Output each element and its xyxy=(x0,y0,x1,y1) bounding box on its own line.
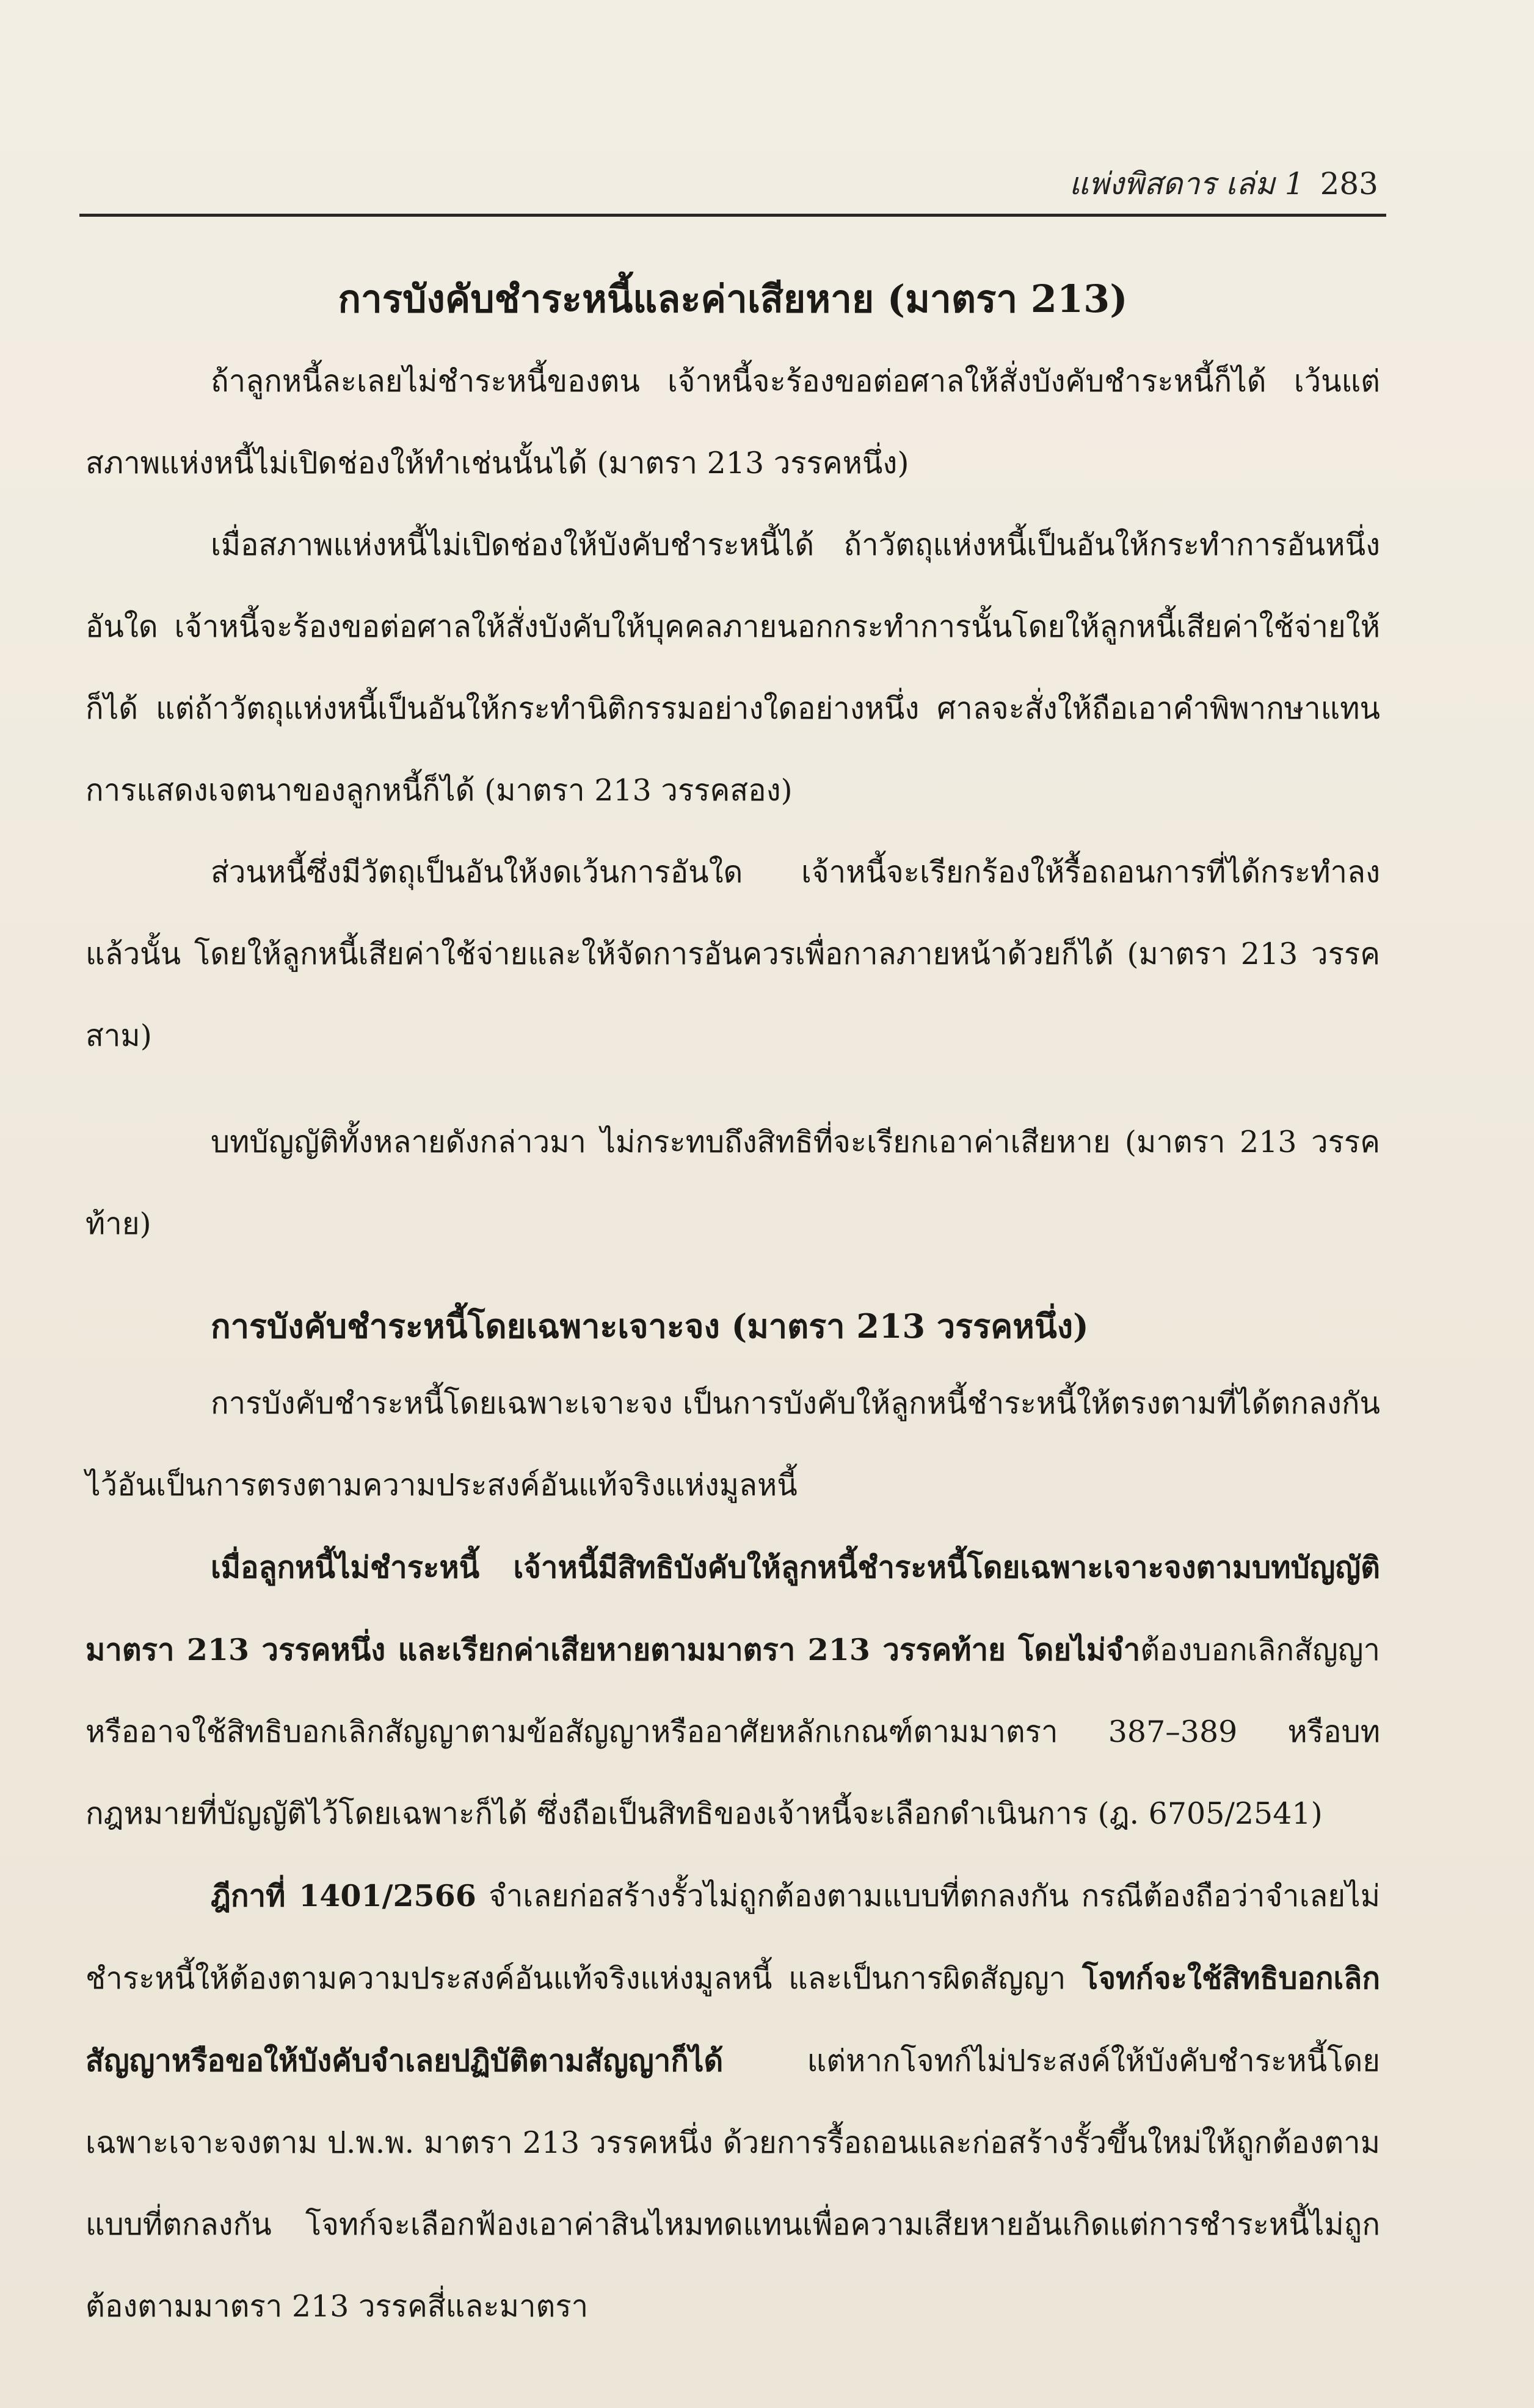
paragraph-5: การบังคับชำระหนี้โดยเฉพาะเจาะจง เป็นการบังคับให้ลูกหนี้ชำระหนี้ให้ตรงตามที่ได้ตกลงกันไว้อันเป็นการตรงตามความประสงค์อันแท้จริงแห่งมูลหนี้ xyxy=(85,1386,1380,1503)
page-body xyxy=(85,263,1380,2348)
judgement-paragraph xyxy=(85,1855,1380,2348)
judgement-text-b: แต่หากโจทก์ไม่ประสงค์ให้บังคับชำระหนี้โดยเฉพาะเจาะจงตาม ป.พ.พ. มาตรา 213 วรรคหนึ่ง ด้วยการรื้อถอนและก่อสร้างรั้วขึ้นใหม่ให้ถูกต้องตามแบบที่ตกลงกัน โจทก์จะเลือกฟ้องเอาค่าสินไหมทดแทนเพื่อความเสียหายอันเกิดแต่การชำระหนี้ไม่ถูกต้องตามมาตรา 213 วรรคสี่และมาตรา xyxy=(85,2044,1380,2324)
paragraph-1: ถ้าลูกหนี้ละเลยไม่ชำระหนี้ของตน เจ้าหนี้จะร้องขอต่อศาลให้สั่งบังคับชำระหนี้ก็ได้ เว้นแต่สภาพแห่งหนี้ไม่เปิดช่องให้ทำเช่นนั้นได้ (มาตรา 213 วรรคหนึ่ง) xyxy=(85,364,1380,481)
judgement-text-a: จำเลยก่อสร้างรั้วไม่ถูกต้องตามแบบที่ตกลงกัน กรณีต้องถือว่าจำเลยไม่ชำระหนี้ให้ต้องตามความประสงค์อันแท้จริงแห่งมูลหนี้ และเป็นการผิดสัญญา xyxy=(85,1879,1380,1996)
paragraph-6 xyxy=(85,1526,1380,1855)
page-number: 283 xyxy=(1320,166,1378,201)
judgement-text-bold: โจทก์จะใช้สิทธิบอกเลิกสัญญาหรือขอให้บังคับจำเลยปฏิบัติตามสัญญาก็ได้ xyxy=(85,1960,1380,2078)
subsection-title: การบังคับชำระหนี้โดยเฉพาะเจาะจง (มาตรา 213 วรรคหนึ่ง) xyxy=(211,1307,1089,1346)
paragraph-6-bold: เมื่อลูกหนี้ไม่ชำระหนี้ เจ้าหนี้มีสิทธิบังคับให้ลูกหนี้ชำระหนี้โดยเฉพาะเจาะจงตามบทบัญญัติมาตรา 213 วรรคหนึ่ง และเรียกค่าเสียหายตามมาตรา 213 วรรคท้าย โดยไม่จำ xyxy=(85,1550,1380,1667)
book-title: แพ่งพิสดาร เล่ม 1 xyxy=(1069,166,1304,201)
paragraph-6-rest: ต้องบอกเลิกสัญญา หรืออาจใช้สิทธิบอกเลิกสัญญาตามข้อสัญญาหรืออาศัยหลักเกณฑ์ตามมาตรา 387–389 หรือบทกฎหมายที่บัญญัติไว้โดยเฉพาะก็ได้ ซึ่งถือเป็นสิทธิของเจ้าหนี้จะเลือกดำเนินการ (ฎ. 6705/2541) xyxy=(85,1633,1380,1831)
judgement-number: ฎีกาที่ 1401/2566 xyxy=(211,1878,476,1913)
paragraph-3: ส่วนหนี้ซึ่งมีวัตถุเป็นอันให้งดเว้นการอันใด เจ้าหนี้จะเรียกร้องให้รื้อถอนการที่ได้กระทำลงแล้วนั้น โดยให้ลูกหนี้เสียค่าใช้จ่ายและให้จัดการอันควรเพื่อกาลภายหน้าด้วยก็ได้ (มาตรา 213 วรรคสาม) xyxy=(85,855,1380,1053)
paragraph-2: เมื่อสภาพแห่งหนี้ไม่เปิดช่องให้บังคับชำระหนี้ได้ ถ้าวัตถุแห่งหนี้เป็นอันให้กระทำการอันหนึ่งอันใด เจ้าหนี้จะร้องขอต่อศาลให้สั่งบังคับให้บุคคลภายนอกกระทำการนั้นโดยให้ลูกหนี้เสียค่าใช้จ่ายให้ก็ได้ แต่ถ้าวัตถุแห่งหนี้เป็นอันให้กระทำนิติกรรมอย่างใดอย่างหนึ่ง ศาลจะสั่งให้ถือเอาคำพิพากษาแทนการแสดงเจตนาของลูกหนี้ก็ได้ (มาตรา 213 วรรคสอง) xyxy=(85,528,1380,808)
running-head xyxy=(1069,160,1378,208)
header-rule xyxy=(79,214,1386,217)
section-title: การบังคับชำระหนี้และค่าเสียหาย (มาตรา 213) xyxy=(338,277,1128,321)
paragraph-4: บทบัญญัติทั้งหลายดังกล่าวมา ไม่กระทบถึงสิทธิที่จะเรียกเอาค่าเสียหาย (มาตรา 213 วรรคท้าย) xyxy=(85,1125,1380,1241)
